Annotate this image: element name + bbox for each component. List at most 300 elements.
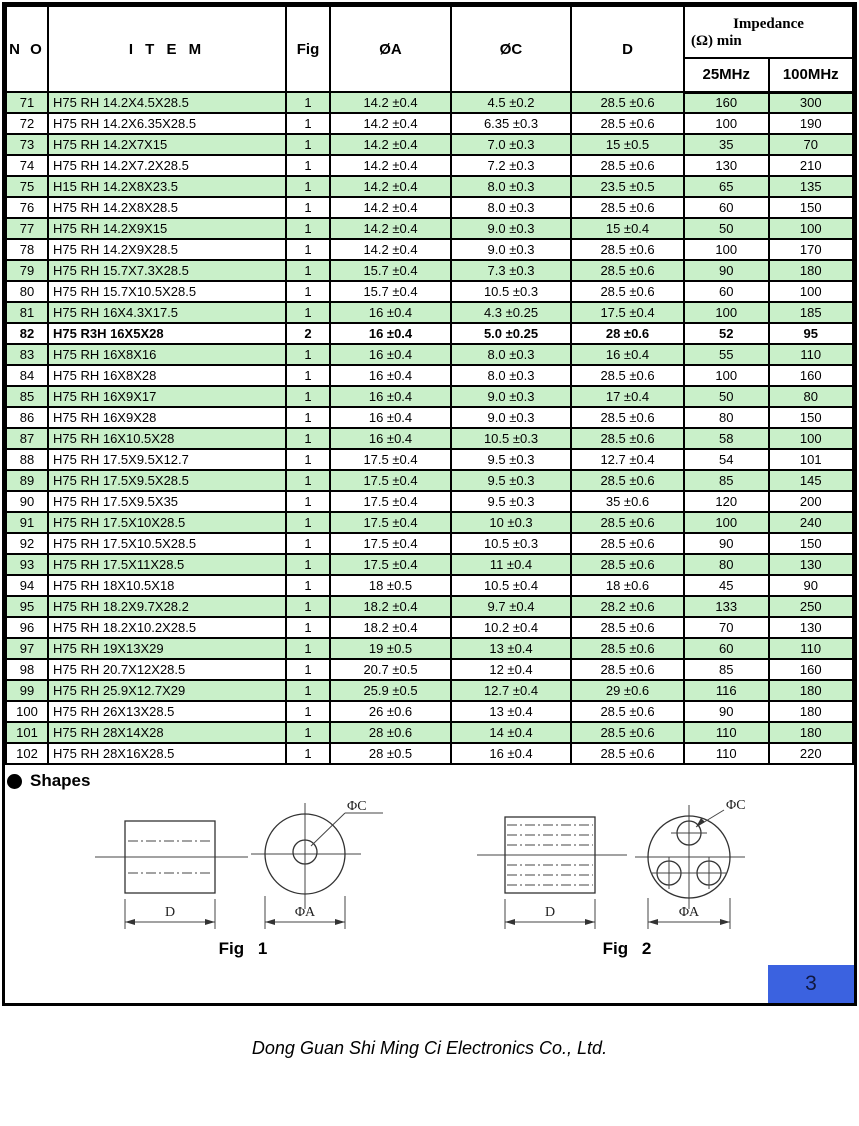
cell-c: 13 ±0.4 bbox=[451, 701, 571, 722]
cell-c: 9.5 ±0.3 bbox=[451, 491, 571, 512]
cell-d: 28.5 ±0.6 bbox=[571, 512, 684, 533]
cell-d: 17 ±0.4 bbox=[571, 386, 684, 407]
table-row bbox=[6, 659, 853, 680]
fig1-drawing bbox=[93, 797, 393, 937]
cell-item: H75 RH 14.2X7.2X28.5 bbox=[48, 155, 286, 176]
fig1-dim-a-label: ΦA bbox=[294, 905, 316, 920]
cell-d: 15 ±0.5 bbox=[571, 134, 684, 155]
cell-z25: 50 bbox=[684, 218, 769, 239]
cell-z100: 100 bbox=[769, 281, 854, 302]
table-row bbox=[6, 113, 853, 134]
cell-a: 14.2 ±0.4 bbox=[330, 176, 451, 197]
cell-z25: 45 bbox=[684, 575, 769, 596]
cell-fig: 1 bbox=[286, 197, 330, 218]
cell-item: H75 RH 16X10.5X28 bbox=[48, 428, 286, 449]
cell-z100: 190 bbox=[769, 113, 854, 134]
impedance-title: Impedance bbox=[733, 16, 804, 32]
cell-z100: 100 bbox=[769, 218, 854, 239]
cell-fig: 1 bbox=[286, 575, 330, 596]
cell-c: 10 ±0.3 bbox=[451, 512, 571, 533]
cell-c: 9.7 ±0.4 bbox=[451, 596, 571, 617]
table-row bbox=[6, 260, 853, 281]
table-row bbox=[6, 92, 853, 113]
table-row bbox=[6, 407, 853, 428]
cell-z100: 170 bbox=[769, 239, 854, 260]
table-row bbox=[6, 323, 853, 344]
cell-fig: 1 bbox=[286, 491, 330, 512]
cell-d: 28.5 ±0.6 bbox=[571, 113, 684, 134]
cell-c: 8.0 ±0.3 bbox=[451, 344, 571, 365]
cell-c: 7.3 ±0.3 bbox=[451, 260, 571, 281]
cell-item: H75 RH 17.5X9.5X12.7 bbox=[48, 449, 286, 470]
cell-z25: 100 bbox=[684, 365, 769, 386]
table-row bbox=[6, 281, 853, 302]
cell-c: 10.5 ±0.4 bbox=[451, 575, 571, 596]
cell-item: H75 RH 17.5X10X28.5 bbox=[48, 512, 286, 533]
cell-d: 29 ±0.6 bbox=[571, 680, 684, 701]
cell-fig: 1 bbox=[286, 92, 330, 113]
cell-a: 18.2 ±0.4 bbox=[330, 617, 451, 638]
cell-no: 72 bbox=[6, 113, 48, 134]
cell-c: 8.0 ±0.3 bbox=[451, 197, 571, 218]
cell-a: 14.2 ±0.4 bbox=[330, 113, 451, 134]
cell-z100: 80 bbox=[769, 386, 854, 407]
cell-z25: 90 bbox=[684, 533, 769, 554]
table-row bbox=[6, 155, 853, 176]
table-row bbox=[6, 617, 853, 638]
cell-z100: 150 bbox=[769, 407, 854, 428]
cell-no: 75 bbox=[6, 176, 48, 197]
cell-z100: 100 bbox=[769, 428, 854, 449]
fig1-label: Fig 1 bbox=[218, 939, 268, 958]
cell-fig: 1 bbox=[286, 722, 330, 743]
cell-c: 10.5 ±0.3 bbox=[451, 533, 571, 554]
cell-d: 28.5 ±0.6 bbox=[571, 470, 684, 491]
cell-z100: 180 bbox=[769, 680, 854, 701]
cell-c: 7.2 ±0.3 bbox=[451, 155, 571, 176]
cell-fig: 1 bbox=[286, 470, 330, 491]
cell-z25: 50 bbox=[684, 386, 769, 407]
header-no: N O bbox=[6, 6, 48, 92]
cell-d: 23.5 ±0.5 bbox=[571, 176, 684, 197]
cell-item: H75 RH 14.2X6.35X28.5 bbox=[48, 113, 286, 134]
cell-c: 9.0 ±0.3 bbox=[451, 386, 571, 407]
cell-fig: 1 bbox=[286, 743, 330, 764]
fig1-front-view bbox=[251, 799, 383, 929]
cell-item: H75 RH 17.5X11X28.5 bbox=[48, 554, 286, 575]
table-row bbox=[6, 554, 853, 575]
cell-fig: 1 bbox=[286, 302, 330, 323]
cell-z25: 110 bbox=[684, 743, 769, 764]
cell-z100: 180 bbox=[769, 722, 854, 743]
cell-fig: 1 bbox=[286, 239, 330, 260]
cell-d: 28.5 ±0.6 bbox=[571, 659, 684, 680]
table-row bbox=[6, 239, 853, 260]
fig1-dim-d-label: D bbox=[164, 905, 176, 920]
impedance-unit: (Ω) min bbox=[691, 33, 742, 49]
cell-item: H75 RH 17.5X9.5X28.5 bbox=[48, 470, 286, 491]
cell-d: 28.5 ±0.6 bbox=[571, 701, 684, 722]
cell-a: 14.2 ±0.4 bbox=[330, 134, 451, 155]
cell-c: 9.5 ±0.3 bbox=[451, 470, 571, 491]
table-row bbox=[6, 638, 853, 659]
table-row bbox=[6, 533, 853, 554]
cell-item: H75 RH 26X13X28.5 bbox=[48, 701, 286, 722]
cell-no: 77 bbox=[6, 218, 48, 239]
cell-z25: 52 bbox=[684, 323, 769, 344]
cell-z25: 60 bbox=[684, 281, 769, 302]
header-100mhz: 100MHz bbox=[769, 58, 854, 92]
table-row bbox=[6, 176, 853, 197]
cell-fig: 1 bbox=[286, 638, 330, 659]
cell-fig: 1 bbox=[286, 680, 330, 701]
cell-c: 7.0 ±0.3 bbox=[451, 134, 571, 155]
cell-a: 16 ±0.4 bbox=[330, 428, 451, 449]
cell-a: 14.2 ±0.4 bbox=[330, 239, 451, 260]
cell-fig: 1 bbox=[286, 176, 330, 197]
cell-d: 28.5 ±0.6 bbox=[571, 239, 684, 260]
cell-z25: 80 bbox=[684, 407, 769, 428]
cell-z100: 101 bbox=[769, 449, 854, 470]
fig2-dim-d-label: D bbox=[544, 905, 556, 920]
cell-no: 91 bbox=[6, 512, 48, 533]
cell-no: 96 bbox=[6, 617, 48, 638]
cell-item: H75 RH 17.5X9.5X35 bbox=[48, 491, 286, 512]
cell-c: 10.5 ±0.3 bbox=[451, 428, 571, 449]
table-row bbox=[6, 197, 853, 218]
cell-d: 18 ±0.6 bbox=[571, 575, 684, 596]
cell-z25: 85 bbox=[684, 659, 769, 680]
table-row bbox=[6, 491, 853, 512]
cell-c: 8.0 ±0.3 bbox=[451, 176, 571, 197]
cell-c: 6.35 ±0.3 bbox=[451, 113, 571, 134]
cell-no: 90 bbox=[6, 491, 48, 512]
cell-z25: 130 bbox=[684, 155, 769, 176]
cell-c: 12 ±0.4 bbox=[451, 659, 571, 680]
cell-a: 18 ±0.5 bbox=[330, 575, 451, 596]
cell-item: H75 RH 16X8X16 bbox=[48, 344, 286, 365]
cell-z100: 220 bbox=[769, 743, 854, 764]
cell-a: 16 ±0.4 bbox=[330, 365, 451, 386]
cell-fig: 2 bbox=[286, 323, 330, 344]
footer-company-name: Dong Guan Shi Ming Ci Electronics Co., Ltd. bbox=[251, 1038, 608, 1058]
cell-c: 10.5 ±0.3 bbox=[451, 281, 571, 302]
cell-no: 101 bbox=[6, 722, 48, 743]
cell-d: 28.5 ±0.6 bbox=[571, 365, 684, 386]
cell-a: 17.5 ±0.4 bbox=[330, 512, 451, 533]
cell-c: 11 ±0.4 bbox=[451, 554, 571, 575]
cell-no: 84 bbox=[6, 365, 48, 386]
cell-item: H75 RH 15.7X7.3X28.5 bbox=[48, 260, 286, 281]
cell-no: 86 bbox=[6, 407, 48, 428]
cell-z25: 100 bbox=[684, 239, 769, 260]
cell-z100: 130 bbox=[769, 617, 854, 638]
cell-d: 28.5 ±0.6 bbox=[571, 428, 684, 449]
cell-no: 87 bbox=[6, 428, 48, 449]
cell-z25: 65 bbox=[684, 176, 769, 197]
cell-z25: 160 bbox=[684, 92, 769, 113]
table-row bbox=[6, 596, 853, 617]
cell-z25: 100 bbox=[684, 302, 769, 323]
cell-a: 16 ±0.4 bbox=[330, 386, 451, 407]
cell-item: H75 RH 14.2X7X15 bbox=[48, 134, 286, 155]
cell-a: 16 ±0.4 bbox=[330, 302, 451, 323]
cell-a: 17.5 ±0.4 bbox=[330, 470, 451, 491]
cell-z25: 60 bbox=[684, 197, 769, 218]
cell-item: H75 R3H 16X5X28 bbox=[48, 323, 286, 344]
header-d: D bbox=[571, 6, 684, 92]
cell-c: 9.0 ±0.3 bbox=[451, 407, 571, 428]
cell-d: 28.5 ±0.6 bbox=[571, 743, 684, 764]
bullet-circle-icon bbox=[7, 774, 22, 789]
cell-item: H75 RH 16X8X28 bbox=[48, 365, 286, 386]
cell-item: H75 RH 28X16X28.5 bbox=[48, 743, 286, 764]
table-row bbox=[6, 365, 853, 386]
cell-d: 16 ±0.4 bbox=[571, 344, 684, 365]
cell-z25: 116 bbox=[684, 680, 769, 701]
cell-item: H75 RH 16X9X17 bbox=[48, 386, 286, 407]
cell-z100: 160 bbox=[769, 365, 854, 386]
cell-a: 15.7 ±0.4 bbox=[330, 260, 451, 281]
cell-a: 17.5 ±0.4 bbox=[330, 491, 451, 512]
cell-no: 97 bbox=[6, 638, 48, 659]
cell-item: H75 RH 16X9X28 bbox=[48, 407, 286, 428]
header-dia-a: ØA bbox=[330, 6, 451, 92]
cell-d: 28.5 ±0.6 bbox=[571, 554, 684, 575]
cell-item: H75 RH 15.7X10.5X28.5 bbox=[48, 281, 286, 302]
header-fig: Fig bbox=[286, 6, 330, 92]
cell-no: 74 bbox=[6, 155, 48, 176]
table-row bbox=[6, 386, 853, 407]
cell-item: H75 RH 16X4.3X17.5 bbox=[48, 302, 286, 323]
cell-z25: 58 bbox=[684, 428, 769, 449]
header-item: I T E M bbox=[48, 6, 286, 92]
cell-fig: 1 bbox=[286, 407, 330, 428]
table-row bbox=[6, 302, 853, 323]
cell-no: 99 bbox=[6, 680, 48, 701]
cell-no: 80 bbox=[6, 281, 48, 302]
cell-no: 82 bbox=[6, 323, 48, 344]
cell-a: 14.2 ±0.4 bbox=[330, 155, 451, 176]
cell-d: 15 ±0.4 bbox=[571, 218, 684, 239]
cell-d: 28.5 ±0.6 bbox=[571, 281, 684, 302]
cell-z100: 180 bbox=[769, 260, 854, 281]
spec-table bbox=[5, 5, 854, 765]
cell-no: 85 bbox=[6, 386, 48, 407]
cell-a: 14.2 ±0.4 bbox=[330, 92, 451, 113]
cell-item: H75 RH 14.2X4.5X28.5 bbox=[48, 92, 286, 113]
shapes-title: Shapes bbox=[30, 771, 91, 790]
table-header bbox=[6, 6, 853, 92]
cell-no: 71 bbox=[6, 92, 48, 113]
table-row bbox=[6, 722, 853, 743]
fig1-side-view bbox=[95, 821, 248, 929]
cell-fig: 1 bbox=[286, 344, 330, 365]
cell-d: 28.5 ±0.6 bbox=[571, 617, 684, 638]
cell-fig: 1 bbox=[286, 365, 330, 386]
cell-a: 28 ±0.5 bbox=[330, 743, 451, 764]
cell-a: 14.2 ±0.4 bbox=[330, 197, 451, 218]
cell-item: H75 RH 25.9X12.7X29 bbox=[48, 680, 286, 701]
cell-c: 9.5 ±0.3 bbox=[451, 449, 571, 470]
cell-z25: 35 bbox=[684, 134, 769, 155]
cell-a: 26 ±0.6 bbox=[330, 701, 451, 722]
cell-z25: 54 bbox=[684, 449, 769, 470]
cell-d: 35 ±0.6 bbox=[571, 491, 684, 512]
fig2-dim-c-label: ΦC bbox=[726, 798, 746, 813]
cell-d: 28.5 ±0.6 bbox=[571, 197, 684, 218]
cell-a: 17.5 ±0.4 bbox=[330, 533, 451, 554]
cell-z100: 90 bbox=[769, 575, 854, 596]
cell-a: 18.2 ±0.4 bbox=[330, 596, 451, 617]
cell-c: 8.0 ±0.3 bbox=[451, 365, 571, 386]
cell-a: 16 ±0.4 bbox=[330, 323, 451, 344]
cell-fig: 1 bbox=[286, 218, 330, 239]
cell-z25: 80 bbox=[684, 554, 769, 575]
cell-d: 28.5 ±0.6 bbox=[571, 92, 684, 113]
cell-no: 93 bbox=[6, 554, 48, 575]
cell-no: 94 bbox=[6, 575, 48, 596]
cell-z100: 160 bbox=[769, 659, 854, 680]
cell-z25: 110 bbox=[684, 722, 769, 743]
cell-a: 25.9 ±0.5 bbox=[330, 680, 451, 701]
cell-a: 17.5 ±0.4 bbox=[330, 449, 451, 470]
fig1-dim-c-label: ΦC bbox=[347, 799, 367, 814]
fig2-side-view bbox=[477, 817, 627, 929]
cell-c: 4.5 ±0.2 bbox=[451, 92, 571, 113]
cell-z100: 70 bbox=[769, 134, 854, 155]
table-row bbox=[6, 743, 853, 764]
cell-no: 78 bbox=[6, 239, 48, 260]
cell-z25: 60 bbox=[684, 638, 769, 659]
cell-c: 14 ±0.4 bbox=[451, 722, 571, 743]
cell-z100: 250 bbox=[769, 596, 854, 617]
cell-item: H15 RH 14.2X8X23.5 bbox=[48, 176, 286, 197]
cell-c: 9.0 ±0.3 bbox=[451, 218, 571, 239]
cell-fig: 1 bbox=[286, 659, 330, 680]
cell-d: 28.2 ±0.6 bbox=[571, 596, 684, 617]
cell-no: 95 bbox=[6, 596, 48, 617]
table-row bbox=[6, 134, 853, 155]
cell-a: 19 ±0.5 bbox=[330, 638, 451, 659]
shapes-heading bbox=[5, 771, 854, 791]
header-impedance bbox=[684, 6, 853, 58]
cell-no: 81 bbox=[6, 302, 48, 323]
cell-z100: 185 bbox=[769, 302, 854, 323]
cell-no: 88 bbox=[6, 449, 48, 470]
table-row bbox=[6, 512, 853, 533]
cell-z25: 70 bbox=[684, 617, 769, 638]
cell-d: 28.5 ±0.6 bbox=[571, 155, 684, 176]
cell-c: 4.3 ±0.25 bbox=[451, 302, 571, 323]
cell-fig: 1 bbox=[286, 281, 330, 302]
cell-z25: 55 bbox=[684, 344, 769, 365]
cell-z25: 85 bbox=[684, 470, 769, 491]
cell-z100: 95 bbox=[769, 323, 854, 344]
table-row bbox=[6, 449, 853, 470]
fig2-dim-a-label: ΦA bbox=[678, 905, 700, 920]
cell-a: 16 ±0.4 bbox=[330, 407, 451, 428]
cell-z25: 120 bbox=[684, 491, 769, 512]
cell-c: 12.7 ±0.4 bbox=[451, 680, 571, 701]
cell-fig: 1 bbox=[286, 260, 330, 281]
cell-d: 17.5 ±0.4 bbox=[571, 302, 684, 323]
table-row bbox=[6, 218, 853, 239]
cell-d: 28 ±0.6 bbox=[571, 323, 684, 344]
cell-c: 16 ±0.4 bbox=[451, 743, 571, 764]
cell-z100: 210 bbox=[769, 155, 854, 176]
table-row bbox=[6, 428, 853, 449]
cell-z100: 135 bbox=[769, 176, 854, 197]
cell-no: 100 bbox=[6, 701, 48, 722]
cell-z25: 133 bbox=[684, 596, 769, 617]
fig2-drawing bbox=[477, 797, 777, 937]
cell-z100: 145 bbox=[769, 470, 854, 491]
cell-a: 14.2 ±0.4 bbox=[330, 218, 451, 239]
cell-z100: 150 bbox=[769, 197, 854, 218]
cell-a: 20.7 ±0.5 bbox=[330, 659, 451, 680]
cell-item: H75 RH 19X13X29 bbox=[48, 638, 286, 659]
cell-fig: 1 bbox=[286, 617, 330, 638]
cell-z100: 110 bbox=[769, 344, 854, 365]
cell-item: H75 RH 28X14X28 bbox=[48, 722, 286, 743]
cell-item: H75 RH 14.2X9X28.5 bbox=[48, 239, 286, 260]
cell-no: 83 bbox=[6, 344, 48, 365]
cell-d: 28.5 ±0.6 bbox=[571, 722, 684, 743]
cell-d: 28.5 ±0.6 bbox=[571, 638, 684, 659]
cell-fig: 1 bbox=[286, 449, 330, 470]
table-row bbox=[6, 470, 853, 491]
cell-d: 12.7 ±0.4 bbox=[571, 449, 684, 470]
cell-a: 16 ±0.4 bbox=[330, 344, 451, 365]
page-number-badge: 3 bbox=[768, 965, 854, 1003]
cell-fig: 1 bbox=[286, 533, 330, 554]
cell-no: 76 bbox=[6, 197, 48, 218]
cell-fig: 1 bbox=[286, 554, 330, 575]
cell-a: 17.5 ±0.4 bbox=[330, 554, 451, 575]
cell-z25: 90 bbox=[684, 260, 769, 281]
cell-z25: 90 bbox=[684, 701, 769, 722]
cell-z100: 110 bbox=[769, 638, 854, 659]
cell-fig: 1 bbox=[286, 113, 330, 134]
cell-fig: 1 bbox=[286, 701, 330, 722]
fig2-front-view bbox=[635, 798, 746, 929]
cell-fig: 1 bbox=[286, 134, 330, 155]
datasheet-page bbox=[2, 2, 857, 1006]
cell-z100: 300 bbox=[769, 92, 854, 113]
cell-fig: 1 bbox=[286, 596, 330, 617]
cell-z25: 100 bbox=[684, 512, 769, 533]
cell-c: 13 ±0.4 bbox=[451, 638, 571, 659]
table-row bbox=[6, 680, 853, 701]
cell-item: H75 RH 18.2X9.7X28.2 bbox=[48, 596, 286, 617]
cell-z100: 240 bbox=[769, 512, 854, 533]
cell-d: 28.5 ±0.6 bbox=[571, 407, 684, 428]
cell-item: H75 RH 14.2X9X15 bbox=[48, 218, 286, 239]
fig2-label: Fig 2 bbox=[602, 939, 652, 958]
cell-item: H75 RH 17.5X10.5X28.5 bbox=[48, 533, 286, 554]
table-row bbox=[6, 344, 853, 365]
cell-no: 89 bbox=[6, 470, 48, 491]
cell-d: 28.5 ±0.6 bbox=[571, 533, 684, 554]
cell-c: 10.2 ±0.4 bbox=[451, 617, 571, 638]
cell-a: 28 ±0.6 bbox=[330, 722, 451, 743]
cell-fig: 1 bbox=[286, 428, 330, 449]
cell-no: 73 bbox=[6, 134, 48, 155]
header-25mhz: 25MHz bbox=[684, 58, 769, 92]
cell-no: 92 bbox=[6, 533, 48, 554]
header-dia-c: ØC bbox=[451, 6, 571, 92]
